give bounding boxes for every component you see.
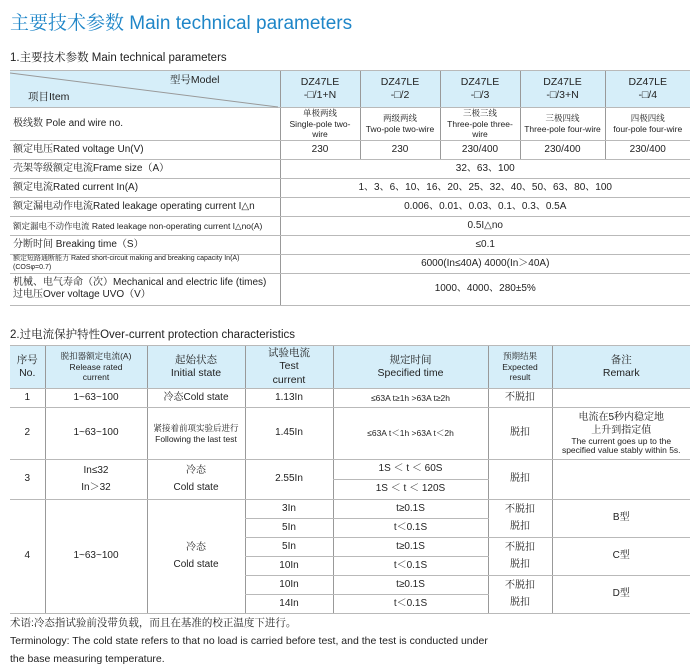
note-en-continued: the base measuring temperature. — [10, 653, 165, 665]
cell: 脱扣 — [488, 408, 552, 460]
row-label: 额定短路通断能力 Rated short-circuit making and breaking capacity In(A)(COSφ=0.7) — [10, 254, 280, 273]
model-suffix: -□/3 — [470, 89, 490, 101]
cell — [552, 389, 690, 408]
row-label: 额定漏电不动作电流 Rated leakage non-operating current I△no(A) — [10, 216, 280, 235]
note-en: Terminology: The cold state refers to that no load is carried before test, and the test is conducted under — [10, 635, 488, 647]
header-result: 预期结果 Expected result — [488, 346, 552, 389]
table-row — [10, 235, 690, 254]
cell: t≥0.1S — [333, 538, 488, 557]
page-title: 主要技术参数 Main technical parameters — [10, 13, 353, 34]
cell: 230/400 — [605, 140, 690, 159]
cell: t＜0.1S — [333, 557, 488, 576]
cell: 1S ＜ t ＜ 60S — [333, 460, 488, 480]
table-row — [10, 159, 690, 178]
model-name: DZ47LE — [628, 75, 668, 88]
cell: In≤32 In＞32 — [45, 460, 147, 500]
cell: 1~63~100 — [45, 500, 147, 614]
cell: 1.13In — [245, 389, 333, 408]
table-row — [10, 408, 690, 460]
header-remark: 备注 Remark — [552, 346, 690, 389]
model-header — [360, 71, 440, 108]
model-name: DZ47LE — [543, 75, 582, 88]
cell: 5In — [245, 519, 333, 538]
table-row — [10, 197, 690, 216]
row-label: 额定电流Rated current In(A) — [10, 178, 280, 197]
cell: 4 — [10, 500, 45, 614]
cell: 2 — [10, 408, 45, 460]
table-row — [10, 178, 690, 197]
cell: ≤63A t≥1h >63A t≥2h — [333, 389, 488, 408]
table-row — [10, 460, 690, 480]
model-name: DZ47LE — [300, 75, 340, 88]
cell: 230 — [360, 140, 440, 159]
table-row — [10, 273, 690, 305]
cell: 0.006、0.01、0.03、0.1、0.3、0.5A — [280, 197, 690, 216]
overcurrent-table — [10, 345, 690, 614]
cell: 不脱扣 脱扣 — [488, 500, 552, 538]
model-suffix: -□/2 — [390, 89, 410, 101]
section1-heading: 1.主要技术参数 Main technical parameters — [10, 52, 227, 64]
cell: 四极四线 four-pole four-wire — [605, 108, 690, 141]
cell: 230 — [280, 140, 360, 159]
cell: 冷态 Cold state — [147, 460, 245, 500]
cell: 冷态Cold state — [147, 389, 245, 408]
model-header — [520, 71, 605, 108]
model-suffix: -□/1+N — [303, 89, 337, 101]
table-row — [10, 500, 690, 519]
model-header — [605, 71, 690, 108]
cell: D型 — [552, 576, 690, 614]
cell: 6000(In≤40A) 4000(In＞40A) — [280, 254, 690, 273]
cell: 3In — [245, 500, 333, 519]
header-release: 脱扣器额定电流(A) Release rated current — [45, 346, 147, 389]
cell: 0.5I△no — [280, 216, 690, 235]
cell: 230/400 — [440, 140, 520, 159]
cell: 10In — [245, 576, 333, 595]
model-name: DZ47LE — [380, 75, 420, 88]
notes — [10, 614, 488, 668]
model-header — [440, 71, 520, 108]
note-cn: 术语:冷态指试验前没带负载，而且在基准的校正温度下进行。 — [10, 617, 297, 629]
cell: 两级两线 Two-pole two-wire — [360, 108, 440, 141]
row-label: 分断时间 Breaking time（S） — [10, 235, 280, 254]
section2-heading: 2.过电流保护特性Over-current protection characteristics — [10, 329, 296, 341]
model-suffix: -□/3+N — [546, 89, 579, 101]
cell: 14In — [245, 595, 333, 614]
row-label: 壳架等级额定电流Frame size（A） — [10, 159, 280, 178]
cell: 1 — [10, 389, 45, 408]
cell: 3 — [10, 460, 45, 500]
cell: 不脱扣 脱扣 — [488, 538, 552, 576]
cell: 10In — [245, 557, 333, 576]
table-row — [10, 140, 690, 159]
table-row — [10, 389, 690, 408]
cell: t＜0.1S — [333, 595, 488, 614]
cell — [552, 460, 690, 500]
cell: 2.55In — [245, 460, 333, 500]
cell: 冷态 Cold state — [147, 500, 245, 614]
table-row — [10, 108, 690, 141]
cell: 32、63、100 — [280, 159, 690, 178]
cell: ≤63A t＜1h >63A t＜2h — [333, 408, 488, 460]
cell: 1、3、6、10、16、20、25、32、40、50、63、80、100 — [280, 178, 690, 197]
model-header — [280, 71, 360, 108]
row-label: 额定漏电动作电流Rated leakage operating current I△n — [10, 197, 280, 216]
header-test: 试验电流 Test current — [245, 346, 333, 389]
cell: t≥0.1S — [333, 576, 488, 595]
item-label: 项目Item — [28, 91, 70, 103]
main-parameters-table — [10, 70, 690, 306]
cell: 5In — [245, 538, 333, 557]
cell: 230/400 — [520, 140, 605, 159]
cell: 1000、4000、280±5% — [280, 273, 690, 305]
cell: 不脱扣 — [488, 389, 552, 408]
cell: 不脱扣 脱扣 — [488, 576, 552, 614]
table-header-row — [10, 71, 690, 108]
cell: 1~63~100 — [45, 389, 147, 408]
row-label: 机械、电气寿命（次）Mechanical and electric life (times) 过电压Over voltage UVO（V） — [10, 273, 280, 305]
cell: 三极四线 Three-pole four-wire — [520, 108, 605, 141]
model-label: 型号Model — [169, 74, 220, 86]
cell: 紧接着前项实验后进行 Following the last test — [147, 408, 245, 460]
table-row — [10, 216, 690, 235]
header-diagonal-cell — [10, 71, 280, 108]
cell: 1.45In — [245, 408, 333, 460]
cell: t≥0.1S — [333, 500, 488, 519]
header-no: 序号 No. — [10, 346, 45, 389]
header-time: 规定时间 Specified time — [333, 346, 488, 389]
cell: 三极三线 Three-pole three-wire — [440, 108, 520, 141]
cell: t＜0.1S — [333, 519, 488, 538]
table-row — [10, 254, 690, 273]
cell: 单极两线 Single-pole two-wire — [280, 108, 360, 141]
cell: 1S ＜ t ＜ 120S — [333, 480, 488, 500]
row-label: 额定电压Rated voltage Un(V) — [10, 140, 280, 159]
cell: C型 — [552, 538, 690, 576]
table-header-row — [10, 346, 690, 389]
row-label: 极线数 Pole and wire no. — [10, 108, 280, 141]
cell: ≤0.1 — [280, 235, 690, 254]
cell: 脱扣 — [488, 460, 552, 500]
header-state: 起始状态 Initial state — [147, 346, 245, 389]
model-suffix: -□/4 — [638, 89, 658, 101]
cell: B型 — [552, 500, 690, 538]
cell: 1~63~100 — [45, 408, 147, 460]
model-name: DZ47LE — [460, 75, 500, 88]
cell: 电流在5秒内稳定地 上升到指定值 The current goes up to the specified value stably within 5s. — [552, 408, 690, 460]
